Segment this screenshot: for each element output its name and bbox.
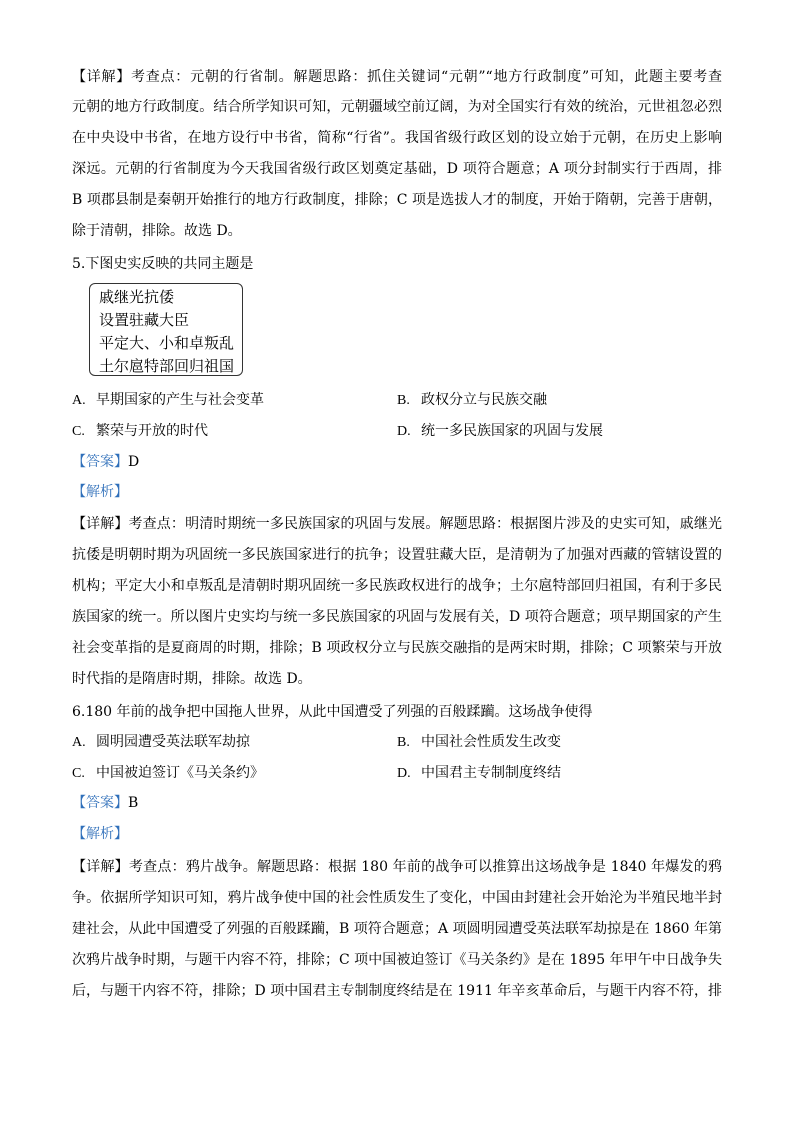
q6-stem: 6.180 年前的战争把中国拖人世界，从此中国遭受了列强的百般蹂躏。这场战争使得 — [72, 704, 593, 720]
q5-detail-line: 抗倭是明朝时期为巩固统一多民族国家进行的抗争；设置驻藏大臣，是清朝为了加强对西藏的管辖设置的 — [72, 547, 722, 563]
q4-detail-line: 除于清朝，排除。故选 D。 — [72, 223, 242, 239]
q5-detail-line: 机构；平定大小和卓叛乱是清朝时期巩固统一多民族政权进行的战争；土尔扈特部回归祖国，有利于多民 — [72, 578, 722, 594]
q5-option-b — [397, 390, 547, 410]
option-letter: B. — [397, 735, 410, 750]
q6-detail-line: 【详解】考查点：鸦片战争。解题思路：根据 180 年前的战争可以推算出这场战争是 1840 年爆发的鸦 — [72, 859, 722, 875]
q5-fact-box — [89, 283, 243, 376]
answer-value: B — [128, 795, 139, 811]
option-letter: B. — [397, 393, 410, 408]
q4-detail-line: 深远。元朝的行省制度为今天我国省级行政区划奠定基础，D 项符合题意；A 项分封制实行于西周，排 — [72, 161, 722, 177]
option-letter: C. — [72, 424, 85, 439]
q5-answer — [72, 452, 722, 472]
q5-fact-item: 设置驻藏大臣 — [99, 311, 190, 329]
option-letter: D. — [397, 424, 411, 439]
option-letter: C. — [72, 766, 85, 781]
q6-detail-line: 建社会，从此中国遭受了列强的百般蹂躏，B 项符合题意；A 项圆明园遭受英法联军劫掠是在 1860 年第 — [72, 921, 722, 937]
q6-detail-line: 争。依据所学知识可知，鸦片战争使中国的社会性质发生了变化，中国由封建社会开始沦为半殖民地半封 — [72, 890, 722, 906]
q6-analysis-label: 【解析】 — [72, 826, 128, 842]
q5-option-d — [397, 421, 603, 441]
option-letter: A. — [72, 393, 86, 408]
option-text: 圆明园遭受英法联军劫掠 — [96, 734, 250, 750]
q6-option-d — [397, 763, 561, 783]
q5-fact-item: 戚继光抗倭 — [99, 288, 175, 306]
option-text: 中国被迫签订《马关条约》 — [96, 765, 264, 781]
q4-detail-line: 【详解】考查点：元朝的行省制。解题思路：抓住关键词“元朝”“地方行政制度”可知，此题主要考查 — [72, 69, 722, 85]
q5-detail-line: 族国家的统一。所以图片史实均与统一多民族国家的巩固与发展有关，D 项符合题意；项早期国家的产生 — [72, 609, 722, 625]
option-text: 中国社会性质发生改变 — [421, 734, 561, 750]
q6-option-a — [72, 732, 250, 752]
q4-detail-line: 在中央设中书省，在地方设行中书省，简称“行省”。我国省级行政区划的设立始于元朝，在历史上影响 — [72, 130, 722, 146]
option-text: 统一多民族国家的巩固与发展 — [421, 423, 603, 439]
q6-option-b — [397, 732, 561, 752]
q4-detail-line: 元朝的地方行政制度。结合所学知识可知，元朝疆域空前辽阔，为对全国实行有效的统治，元世祖忽必烈 — [72, 99, 722, 115]
q6-answer — [72, 793, 722, 813]
q5-analysis-label: 【解析】 — [72, 484, 128, 500]
q6-detail-line: 次鸦片战争时期，与题干内容不符，排除；C 项中国被迫签订《马关条约》是在 1895 年甲午中日战争失 — [72, 952, 722, 968]
q4-detail-line: B 项郡县制是秦朝开始推行的地方行政制度，排除；C 项是选拔人才的制度，开始于隋朝，完善于唐朝， — [72, 192, 722, 208]
answer-label: 【答案】 — [72, 795, 128, 811]
answer-label: 【答案】 — [72, 454, 128, 470]
q6-detail-line: 后，与题干内容不符，排除；D 项中国君主专制制度终结是在 1911 年辛亥革命后，与题干内容不符，排 — [72, 983, 722, 999]
q6-option-c — [72, 763, 264, 783]
option-text: 早期国家的产生与社会变革 — [96, 392, 264, 408]
option-letter: D. — [397, 766, 411, 781]
option-letter: A. — [72, 735, 86, 750]
q5-option-c — [72, 421, 208, 441]
q5-detail-line: 时代指的是隋唐时期，排除。故选 D。 — [72, 671, 312, 687]
q5-stem: 5.下图史实反映的共同主题是 — [72, 256, 254, 272]
q5-detail-line: 【详解】考查点：明清时期统一多民族国家的巩固与发展。解题思路：根据图片涉及的史实可知，戚继光 — [72, 516, 722, 532]
q5-fact-item: 平定大、小和卓叛乱 — [99, 334, 235, 352]
q5-detail-line: 社会变革指的是夏商周的时期，排除；B 项政权分立与民族交融指的是两宋时期，排除；C 项繁荣与开放 — [72, 640, 722, 656]
q5-fact-item: 土尔扈特部回归祖国 — [99, 357, 235, 375]
q5-option-a — [72, 390, 264, 410]
option-text: 中国君主专制制度终结 — [421, 765, 561, 781]
option-text: 政权分立与民族交融 — [421, 392, 547, 408]
option-text: 繁荣与开放的时代 — [96, 423, 208, 439]
answer-value: D — [128, 454, 140, 470]
